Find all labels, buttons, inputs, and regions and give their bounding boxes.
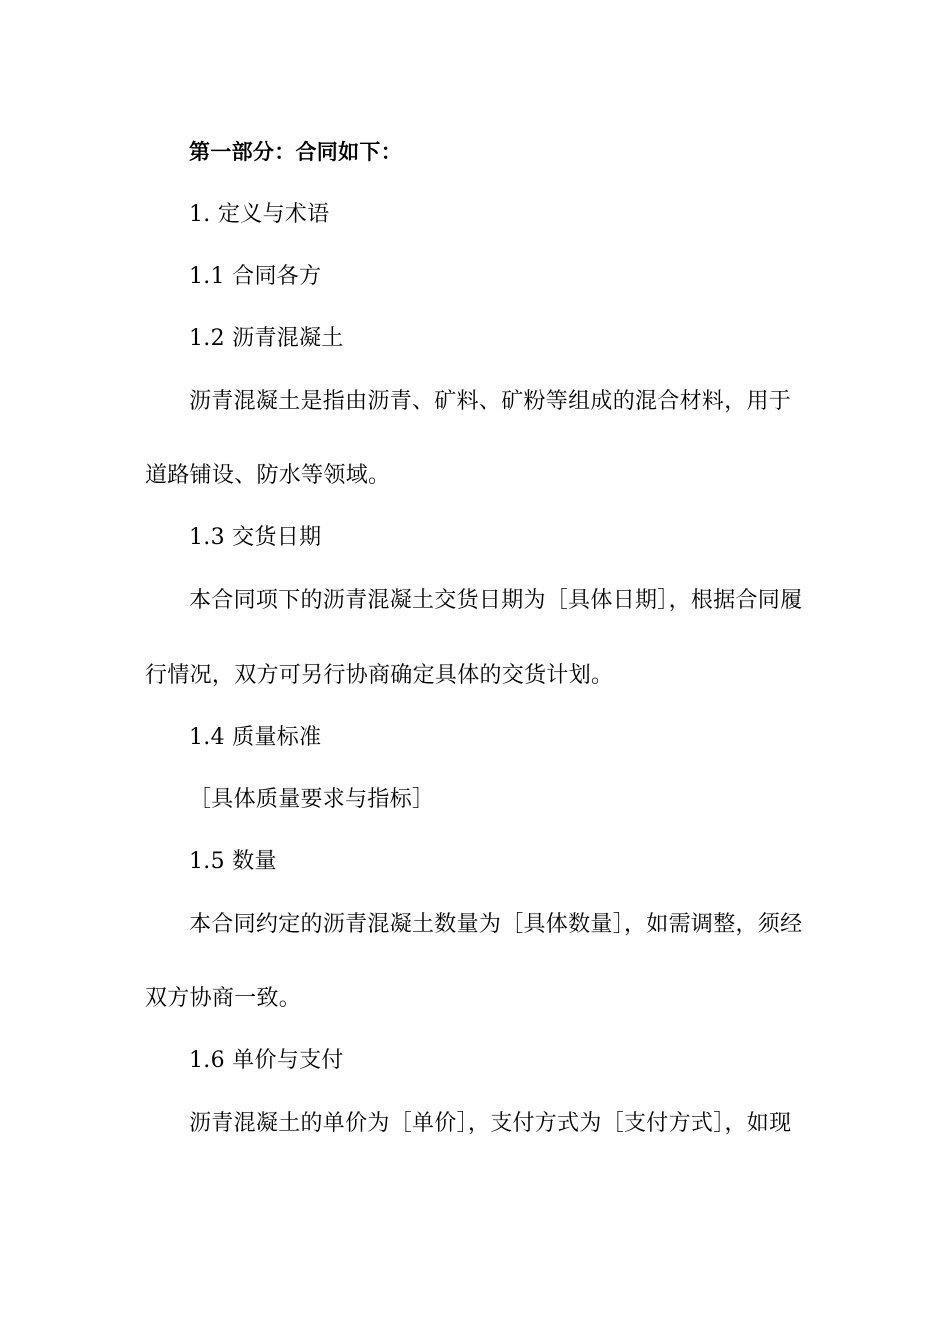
section-1-3-body-line2: 行情况，双方可另行协商确定具体的交货计划。 [145,663,614,688]
section-1-3-body-line1: 本合同项下的沥青混凝土交货日期为［具体日期］，根据合同履 [189,588,803,613]
section-1-2-body-line2: 道路铺设、防水等领域。 [145,463,391,488]
section-1-5-body-line1: 本合同约定的沥青混凝土数量为［具体数量］，如需调整，须经 [189,912,803,937]
section-1-title: 1. 定义与术语 [189,202,330,227]
section-1-2-body-line1: 沥青混凝土是指由沥青、矿料、矿粉等组成的混合材料，用于 [189,389,792,414]
section-1-6-title: 1.6 单价与支付 [189,1048,344,1073]
section-1-3-title: 1.3 交货日期 [189,525,322,550]
section-1-6-body-line1: 沥青混凝土的单价为［单价］，支付方式为［支付方式］，如现 [189,1111,792,1136]
part-heading: 第一部分：合同如下： [189,140,402,164]
section-1-1-title: 1.1 合同各方 [189,264,322,289]
section-1-5-title: 1.5 数量 [189,849,277,874]
section-1-4-body: ［具体质量要求与指标］ [189,787,435,812]
section-1-2-title: 1.2 沥青混凝土 [189,326,344,351]
section-1-4-title: 1.4 质量标准 [189,725,322,750]
section-1-5-body-line2: 双方协商一致。 [145,986,302,1011]
